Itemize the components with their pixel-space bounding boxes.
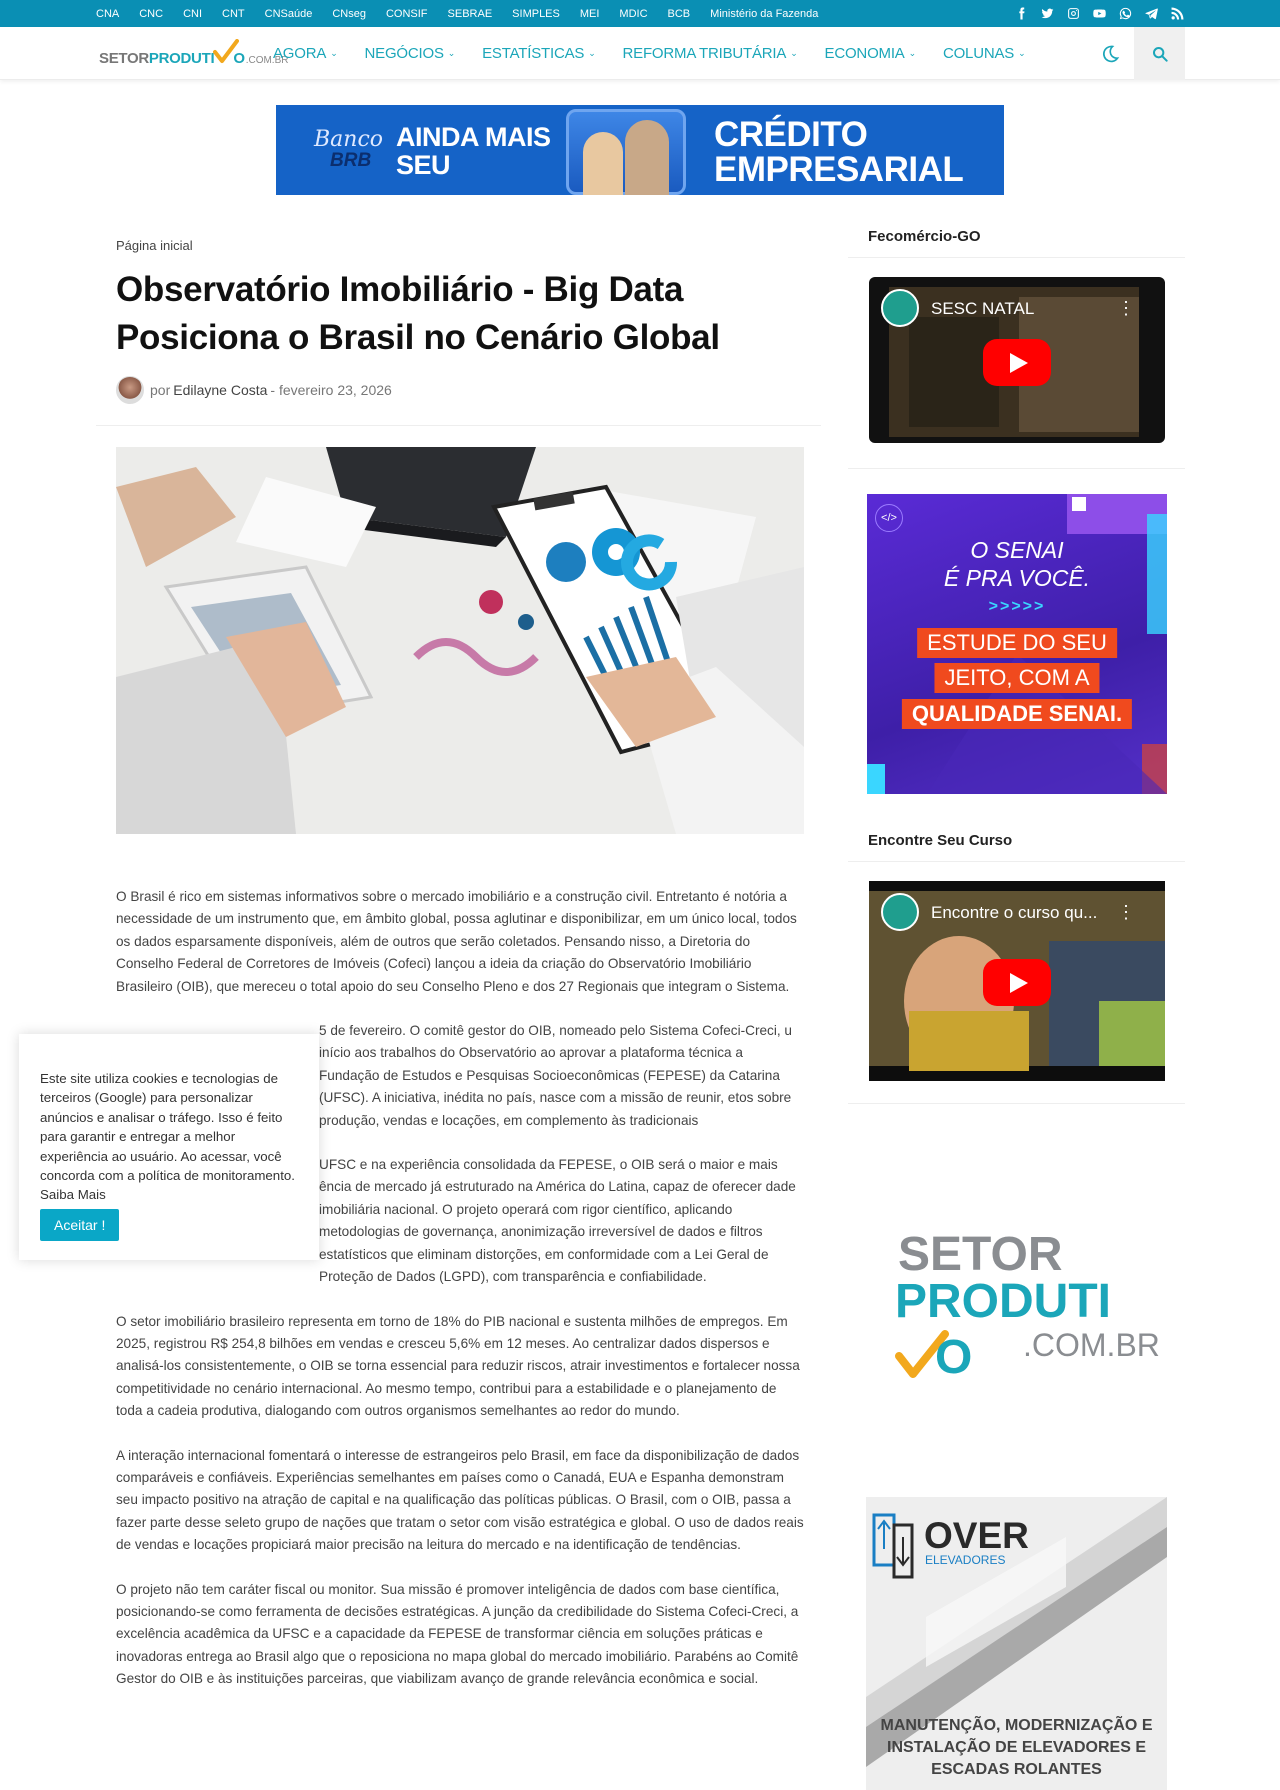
divider <box>848 1103 1185 1104</box>
article-paragraph: O Brasil é rico em sistemas informativos sobre o mercado imobiliário e a construção civil. Entretanto é notória a necessidade de um instrumento que, em âmbito global, possa aglutinar e disponibilizar, em um único local, todos os dados esparsamente disponíveis, além de outros que serão coletados. Pensando nisso, a Diretoria do Conselho Federal de Corretores de Imóveis (Cofeci) lançou a ideia da criação do Observatório Imobiliário Brasileiro (OIB), que mereceu o total apoio do seu Conselho Pleno e dos 27 Regionais que integram o Sistema. <box>116 889 797 994</box>
cookie-notice <box>19 1034 319 1260</box>
over-tagline <box>866 1715 1167 1781</box>
nav-label: ESTATÍSTICAS <box>482 45 585 62</box>
divider <box>848 257 1185 258</box>
logo-part1: SETOR <box>898 1228 1063 1281</box>
over-tagline-line: INSTALAÇÃO DE ELEVADORES E <box>887 1739 1146 1756</box>
video-embed-sesc[interactable] <box>869 277 1165 443</box>
over-sub: ELEVADORES <box>925 1553 1006 1567</box>
brb-logo <box>314 129 383 171</box>
top-link[interactable]: CNSaúde <box>264 7 313 20</box>
video-title[interactable]: Encontre o curso qu... <box>931 903 1098 922</box>
senai-line2: É PRA VOCÊ. <box>943 565 1091 591</box>
video-embed-curso[interactable] <box>869 881 1165 1081</box>
senai-box2: JEITO, COM A <box>934 663 1099 693</box>
article-paragraph: 5 de fevereiro. O comitê gestor do OIB, nomeado pelo Sistema Cofeci-Creci, u início aos trabalhos do Observatório ao aprovar a plataforma técnica a Fundação de Estudos e Pesquisas Socioeconômicas (FEPESE) da Catarina (UFSC). A iniciativa, inédita no país, nasce com a missão de reunir, etos sobre produção, vendas e locações, em complemento às tradicionais <box>319 1023 792 1128</box>
publish-date: - fevereiro 23, 2026 <box>270 382 392 398</box>
brb-logo-line1: Banco <box>314 127 384 152</box>
logo-suffix: .COM.BR <box>1023 1327 1160 1363</box>
top-link[interactable]: SIMPLES <box>512 7 560 20</box>
logo-part3: O <box>935 1331 973 1384</box>
play-icon[interactable] <box>983 959 1051 1006</box>
article-title: Observatório Imobiliário - Big Data Posiciona o Brasil no Cenário Global <box>116 270 720 357</box>
widget-title: Encontre Seu Curso <box>868 832 1013 849</box>
nav-item-economia[interactable] <box>825 45 916 62</box>
banner-offer: CRÉDITO EMPRESARIAL <box>714 115 964 189</box>
nav-label: COLUNAS <box>942 45 1015 62</box>
nav-label: ECONOMIA <box>824 45 905 62</box>
senai-box3: QUALIDADE SENAI. <box>902 699 1132 729</box>
accept-cookies-button[interactable]: Aceitar ! <box>40 1209 119 1241</box>
video-title[interactable]: SESC NATAL <box>931 299 1035 318</box>
top-link[interactable]: Ministério da Fazenda <box>710 7 819 20</box>
logo-part2: PRODUTI <box>148 50 215 67</box>
facebook-icon[interactable] <box>1014 7 1028 21</box>
more-options-icon[interactable]: ⋮ <box>1117 298 1135 318</box>
top-link[interactable]: CONSIF <box>385 7 428 20</box>
person-shape <box>625 120 669 195</box>
nav-item-agora[interactable] <box>273 45 338 62</box>
nav-item-colunas[interactable] <box>943 45 1025 62</box>
whatsapp-icon[interactable] <box>1118 7 1132 21</box>
top-link[interactable]: CNI <box>183 7 203 20</box>
dark-mode-moon-icon[interactable] <box>1100 44 1120 64</box>
nav-item-reforma-tributaria[interactable] <box>623 45 798 62</box>
senai-line1: O SENAI <box>970 537 1064 563</box>
brb-logo-line2: BRB <box>330 150 372 171</box>
person-shape <box>583 132 623 195</box>
over-brand: OVER <box>924 1515 1029 1556</box>
logo-suffix: .COM.BR <box>245 55 289 66</box>
logo-part1: SETOR <box>99 50 149 67</box>
nav-label: REFORMA TRIBUTÁRIA <box>622 45 787 62</box>
channel-avatar[interactable] <box>881 289 919 327</box>
sidebar-site-logo[interactable] <box>895 1228 1160 1384</box>
divider <box>96 425 821 426</box>
top-link[interactable]: MDIC <box>619 7 648 20</box>
senai-ad[interactable] <box>867 494 1167 794</box>
chevron-down-icon: ⌄ <box>908 48 916 58</box>
code-icon: </> <box>875 504 903 532</box>
article-paragraph: O projeto não tem caráter fiscal ou monitor. Sua missão é promover inteligência de dados com base científica, posicionando-se como ferramenta de decisões estratégicas. A junção da credibilidade do Sistema Cofeci-Creci, a excelência acadêmica da UFSC e a capacidade da FEPESE de transformar ciência em soluções práticas e inovadoras entrega ao Brasil algo que o reposiciona no mapa global do mercado imobiliário. Parabéns ao Comitê Gestor do OIB e às instituições parceiras, que viabilizam avanço de grande relevância econômica e social. <box>116 1581 799 1687</box>
logo-part2: PRODUTI <box>895 1275 1111 1328</box>
top-link[interactable]: CNT <box>222 7 245 20</box>
chevron-down-icon: ⌄ <box>790 48 798 58</box>
top-link[interactable]: BCB <box>667 7 691 20</box>
article-paragraph: A interação internacional fomentará o interesse de estrangeiros pelo Brasil, em face da disponibilização de dados comparáveis e confiáveis. Experiências semelhantes em países como o Canadá, EUA e Espanha demonstram seu impacto positivo na atração de capital e na qualificação das políticas públicas. O Brasil, com o OIB, passa a fazer parte desse seleto grupo de nações que tratam o setor com visão estratégica e global. O uso de dados reais de vendas e locações propiciará maior precisão na leitura do mercado e na identificação de tendências. <box>116 1447 804 1553</box>
chevron-down-icon: ⌄ <box>330 48 338 58</box>
logo-part3: O <box>233 50 245 67</box>
chevron-down-icon: ⌄ <box>447 48 456 58</box>
main-nav <box>273 27 1052 80</box>
nav-item-estatisticas[interactable] <box>482 45 595 62</box>
search-icon <box>1152 46 1168 62</box>
byline-prefix: por <box>150 382 171 398</box>
social-links <box>1002 0 1184 27</box>
over-elevadores-ad[interactable] <box>866 1497 1167 1790</box>
over-tagline-line: MANUTENÇÃO, MODERNIZAÇÃO E <box>880 1717 1153 1734</box>
rss-icon[interactable] <box>1170 7 1184 21</box>
main-header <box>0 27 1280 80</box>
top-link[interactable]: MEI <box>579 7 600 20</box>
banner-photo <box>566 109 686 195</box>
top-link[interactable]: CNseg <box>332 7 366 20</box>
top-bar <box>0 0 1280 27</box>
search-button[interactable] <box>1134 27 1185 80</box>
youtube-icon[interactable] <box>1092 7 1106 21</box>
divider <box>848 468 1185 469</box>
divider <box>848 861 1185 862</box>
nav-item-negocios[interactable] <box>365 45 456 62</box>
twitter-icon[interactable] <box>1040 7 1054 21</box>
article-paragraph: UFSC e na experiência consolidada da FEPESE, o OIB será o maior e mais ência de mercado já estruturado na América do Latina, capaz de oferecer dade imobiliária nacional. O projeto operará com rigor científico, aplicando metodologias de governança, anonimização irreversível de dados e filtros estatísticos que eliminam distorções, em conformidade com a Lei Geral de Proteção de Dados (LGPD), com transparência e confiabilidade. <box>319 1157 796 1285</box>
top-link[interactable]: CNA <box>96 7 120 20</box>
chevron-down-icon: ⌄ <box>1018 48 1026 58</box>
article-meta <box>116 376 392 404</box>
top-link[interactable]: CNC <box>139 7 164 20</box>
author-name[interactable]: Edilayne Costa <box>173 382 268 398</box>
telegram-icon[interactable] <box>1144 7 1158 21</box>
breadcrumb[interactable]: Página inicial <box>116 238 193 253</box>
brb-ad-banner[interactable] <box>276 105 1004 195</box>
cookie-text: Este site utiliza cookies e tecnologias de terceiros (Google) para personalizar anúncios e analisar o tráfego. Isso é feito para garantir e entregar a melhor experiência ao usuário. Ao acessar, você concorda com a política de monitoramento. Saiba Mais <box>40 1071 295 1203</box>
site-logo[interactable] <box>99 41 288 67</box>
widget-title: Fecomércio-GO <box>868 228 981 245</box>
hero-illustration <box>116 447 804 834</box>
over-tagline-line: ESCADAS ROLANTES <box>931 1761 1102 1778</box>
more-options-icon[interactable]: ⋮ <box>1117 902 1135 922</box>
chevron-down-icon: ⌄ <box>588 48 596 58</box>
nav-label: AGORA <box>273 45 327 62</box>
top-link[interactable]: SEBRAE <box>447 7 493 20</box>
article-hero-image <box>116 447 804 834</box>
channel-avatar[interactable] <box>881 893 919 931</box>
article-paragraph: O setor imobiliário brasileiro representa em torno de 18% do PIB nacional e sustenta milhões de empregos. Em 2025, registrou R$ 254,8 bilhões em vendas e cresceu 5,6% em 12 meses. Ao centralizar dados dispersos e analisá-los consistentemente, o OIB se torna essencial para reduzir riscos, atrair investimentos e fortalecer nossa competitividade no cenário internacional. Ao mesmo tempo, contribui para a estabilidade e o planejamento de toda a cadeia produtiva, dialogando com outros organismos semelhantes ao redor do mundo. <box>116 1313 800 1419</box>
instagram-icon[interactable] <box>1066 7 1080 21</box>
banner-headline: AINDA MAIS SEU <box>396 122 551 180</box>
author-avatar[interactable] <box>116 376 144 404</box>
play-icon[interactable] <box>983 339 1051 386</box>
nav-label: NEGÓCIOS <box>364 45 444 62</box>
partner-links <box>96 0 838 27</box>
article-body <box>116 886 806 1713</box>
senai-arrows: >>>>> <box>988 598 1046 615</box>
senai-box1: ESTUDE DO SEU <box>917 628 1117 658</box>
